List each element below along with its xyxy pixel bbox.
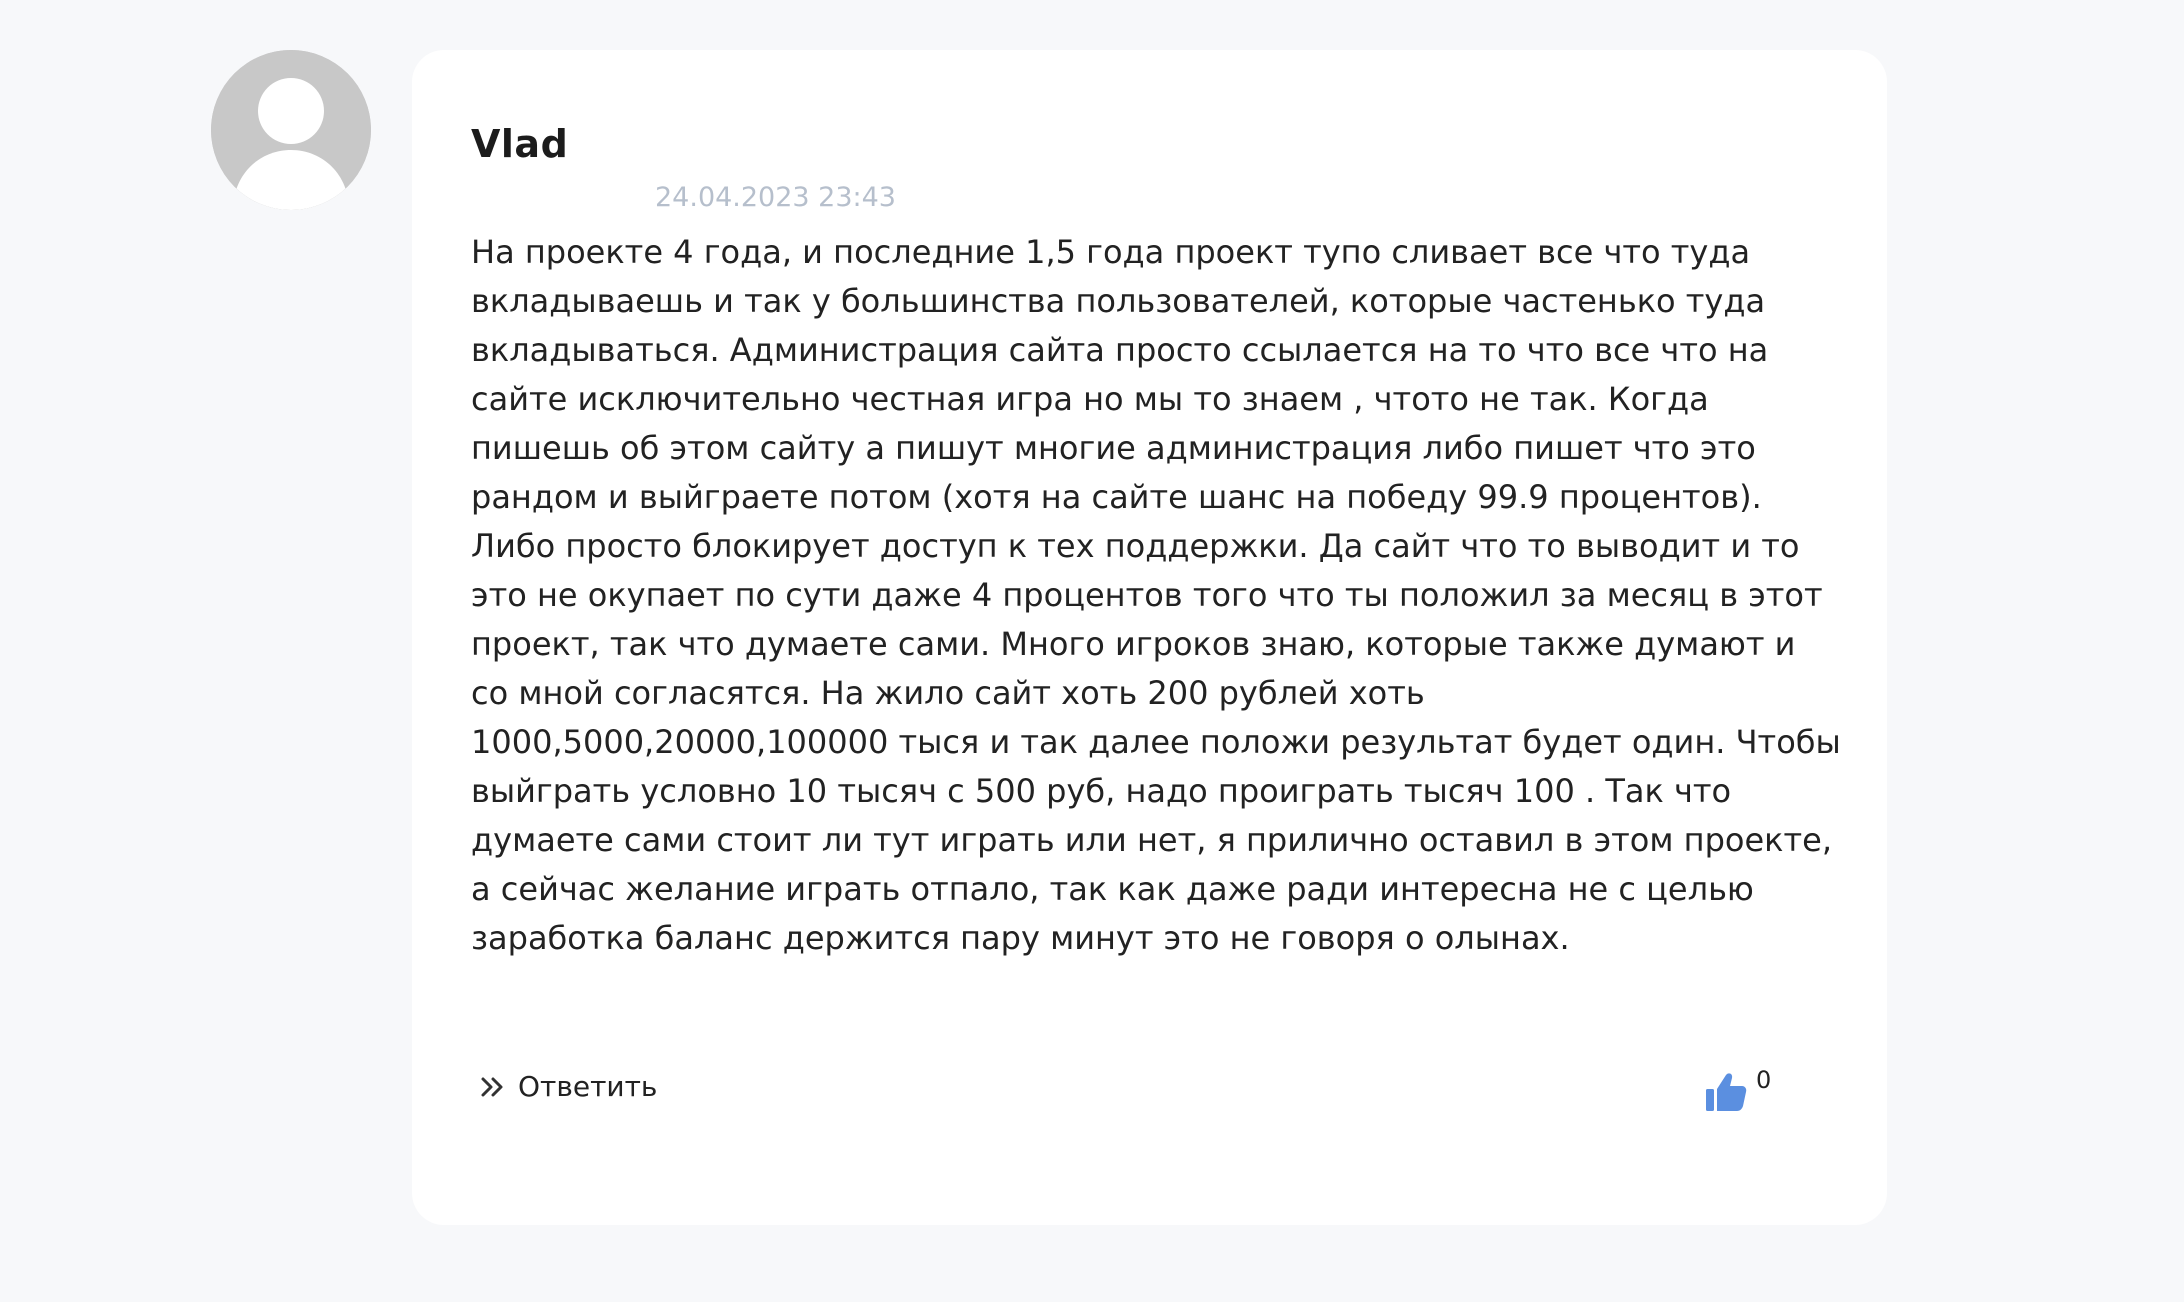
thumbs-up-icon[interactable] — [1704, 1070, 1748, 1114]
comment-author: Vlad — [471, 122, 569, 166]
default-user-avatar-icon — [211, 50, 371, 210]
comment-card — [412, 50, 1887, 1225]
reply-label: Ответить — [518, 1070, 658, 1103]
comment-text: На проекте 4 года, и последние 1,5 года проект тупо сливает все что туда вкладываешь и так у большинства пользователей, которые частенько туда вкладываться. Администрация сайта просто ссылается на то что все что на сайте исключительно честная игра но мы то знаем , чтото не так. Когда пишешь об этом сайту а пишут многие администрация либо пишет что это рандом и выйграете потом (хотя на сайте шанс на победу 99.9 процентов). Либо просто блокирует доступ к тех поддержки. Да сайт что то выводит и то это не окупает по сути даже 4 процентов того что ты положил за месяц в этот проект, так что думаете сами. Много игроков знаю, которые также думают и со мной согласятся. На жило сайт хоть 200 рублей хоть 1000,5000,20000,100000 тыся и так далее положи результат будет один. Чтобы выйграть условно 10 тысяч с 500 руб, надо проиграть тысяч 100 . Так что думаете сами стоит ли тут играть или нет, я прилично оставил в этом проекте, а сейчас желание играть отпало, так как даже ради интересна не с целью заработка баланс держится пару минут это не говоря о олынах. — [471, 233, 1841, 957]
like-count: 0 — [1756, 1066, 1772, 1094]
comment-date: 24.04.2023 23:43 — [655, 182, 896, 213]
avatar — [211, 50, 371, 210]
double-chevron-right-icon — [478, 1072, 508, 1102]
like-control — [1704, 1066, 1772, 1114]
reply-button[interactable] — [478, 1070, 657, 1103]
